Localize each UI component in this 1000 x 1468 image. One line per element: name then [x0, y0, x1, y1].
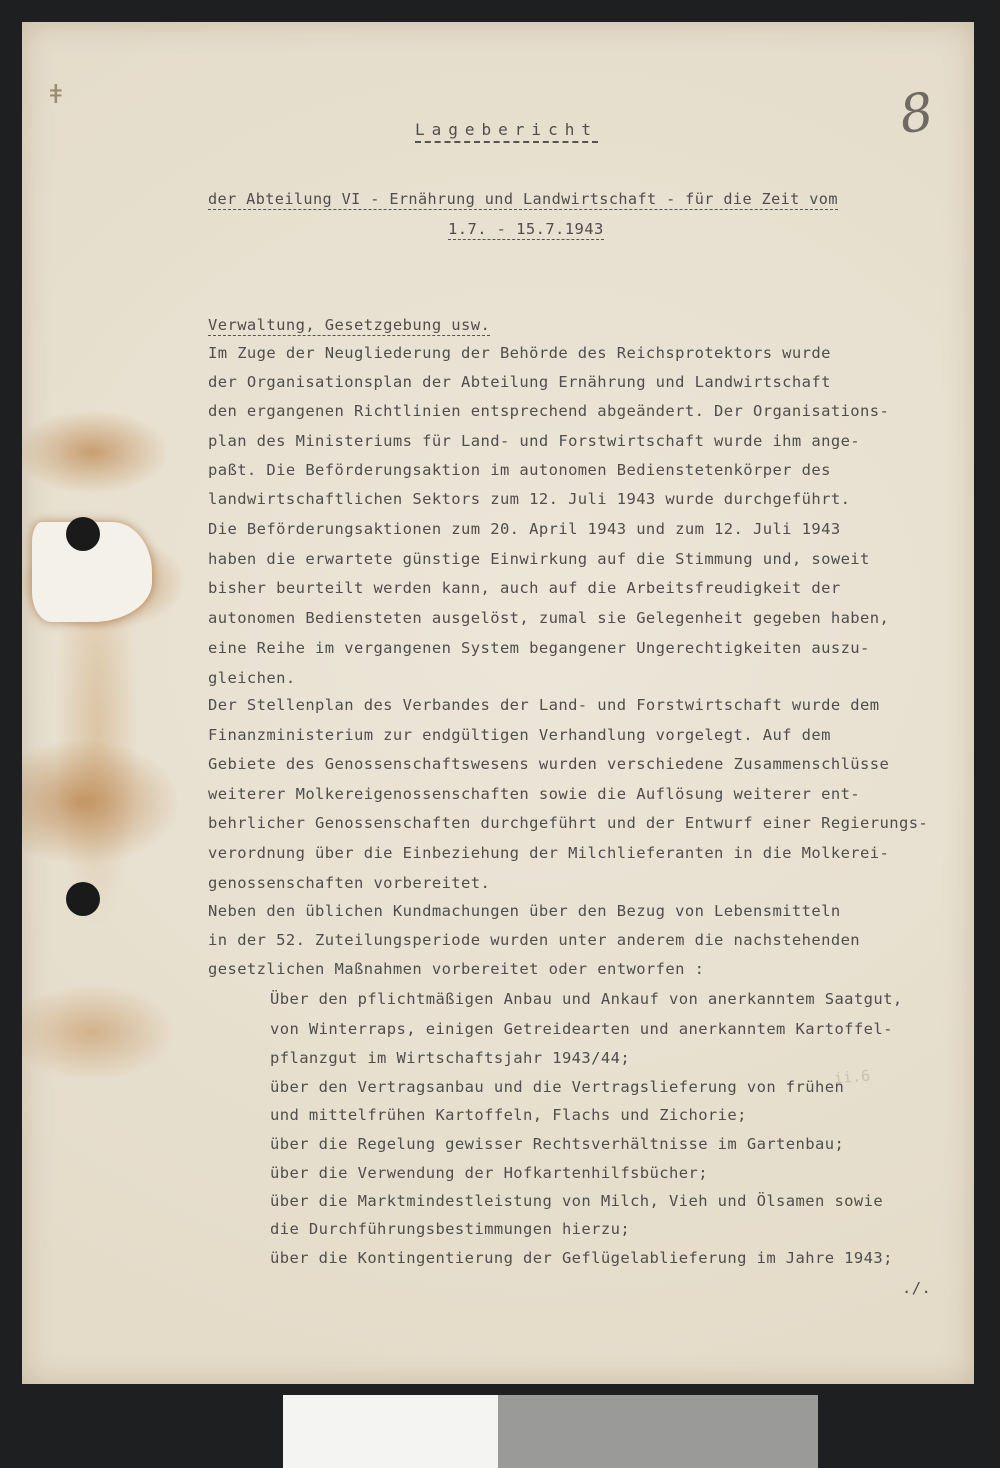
body-line: eine Reihe im vergangenen System begangener Ungerechtigkeiten auszu- — [208, 639, 870, 657]
body-line: behrlicher Genossenschaften durchgeführt und der Entwurf einer Regierungs- — [208, 814, 929, 832]
list-line: über den Vertragsanbau und die Vertragslieferung von frühen — [270, 1078, 845, 1096]
body-line: Neben den üblichen Kundmachungen über den Bezug von Lebensmitteln — [208, 902, 841, 920]
handwritten-page-number: 8 — [895, 81, 938, 147]
body-line: Gebiete des Genossenschaftswesens wurden verschiedene Zusammenschlüsse — [208, 755, 890, 773]
calibration-strip-gray — [498, 1395, 818, 1468]
body-line: gesetzlichen Maßnahmen vorbereitet oder entworfen : — [208, 960, 705, 978]
list-line: über die Kontingentierung der Geflügelablieferung im Jahre 1943; — [270, 1249, 893, 1267]
report-subtitle-line1: der Abteilung VI - Ernährung und Landwirtschaft - für die Zeit vom — [208, 190, 838, 208]
body-line: plan des Ministeriums für Land- und Forstwirtschaft wurde ihm ange- — [208, 432, 861, 450]
body-line: Die Beförderungsaktionen zum 20. April 1943 und zum 12. Juli 1943 — [208, 520, 841, 538]
body-line: gleichen. — [208, 669, 296, 687]
list-line: die Durchführungsbestimmungen hierzu; — [270, 1220, 631, 1238]
report-title: Lagebericht — [415, 120, 598, 143]
punch-hole-top — [66, 517, 100, 551]
body-line: Im Zuge der Neugliederung der Behörde des Reichsprotektors wurde — [208, 344, 831, 362]
punch-hole-bottom — [66, 882, 100, 916]
list-line: Über den pflichtmäßigen Anbau und Ankauf von anerkanntem Saatgut, — [270, 990, 903, 1008]
body-line: in der 52. Zuteilungsperiode wurden unter anderem die nachstehenden — [208, 931, 861, 949]
list-line: und mittelfrühen Kartoffeln, Flachs und Zichorie; — [270, 1106, 747, 1124]
pencil-note: ii.6 — [833, 1066, 871, 1088]
body-line: der Organisationsplan der Abteilung Ernährung und Landwirtschaft — [208, 373, 831, 391]
report-subtitle-line2: 1.7. - 15.7.1943 — [448, 220, 604, 238]
body-line: Finanzministerium zur endgültigen Verhandlung vorgelegt. Auf dem — [208, 726, 831, 744]
section-heading: Verwaltung, Gesetzgebung usw. — [208, 316, 491, 334]
body-line: haben die erwartete günstige Einwirkung auf die Stimmung und, soweit — [208, 550, 870, 568]
calibration-strip-white — [283, 1395, 498, 1468]
list-line: über die Regelung gewisser Rechtsverhältnisse im Gartenbau; — [270, 1135, 845, 1153]
body-line: autonomen Bediensteten ausgelöst, zumal sie Gelegenheit gegeben haben, — [208, 609, 890, 627]
list-line: über die Marktmindestleistung von Milch, Vieh und Ölsamen sowie — [270, 1192, 884, 1210]
list-line: von Winterraps, einigen Getreidearten und anerkanntem Kartoffel- — [270, 1020, 893, 1038]
body-line: Der Stellenplan des Verbandes der Land- und Forstwirtschaft wurde dem — [208, 696, 880, 714]
body-line: landwirtschaftlichen Sektors zum 12. Juli 1943 wurde durchgeführt. — [208, 490, 851, 508]
list-line: über die Verwendung der Hofkartenhilfsbücher; — [270, 1164, 708, 1182]
body-line: paßt. Die Beförderungsaktion im autonomen Bedienstetenkörper des — [208, 461, 831, 479]
continuation-mark: ./. — [902, 1279, 932, 1297]
document-page — [22, 22, 974, 1384]
body-line: bisher beurteilt werden kann, auch auf die Arbeitsfreudigkeit der — [208, 579, 841, 597]
body-line: den ergangenen Richtlinien entsprechend abgeändert. Der Organisations- — [208, 402, 890, 420]
body-line: verordnung über die Einbeziehung der Milchlieferanten in die Molkerei- — [208, 844, 890, 862]
margin-mark: ǂ — [48, 80, 64, 110]
body-line: genossenschaften vorbereitet. — [208, 874, 491, 892]
body-line: weiterer Molkereigenossenschaften sowie die Auflösung weiterer ent- — [208, 785, 861, 803]
list-line: pflanzgut im Wirtschaftsjahr 1943/44; — [270, 1049, 631, 1067]
